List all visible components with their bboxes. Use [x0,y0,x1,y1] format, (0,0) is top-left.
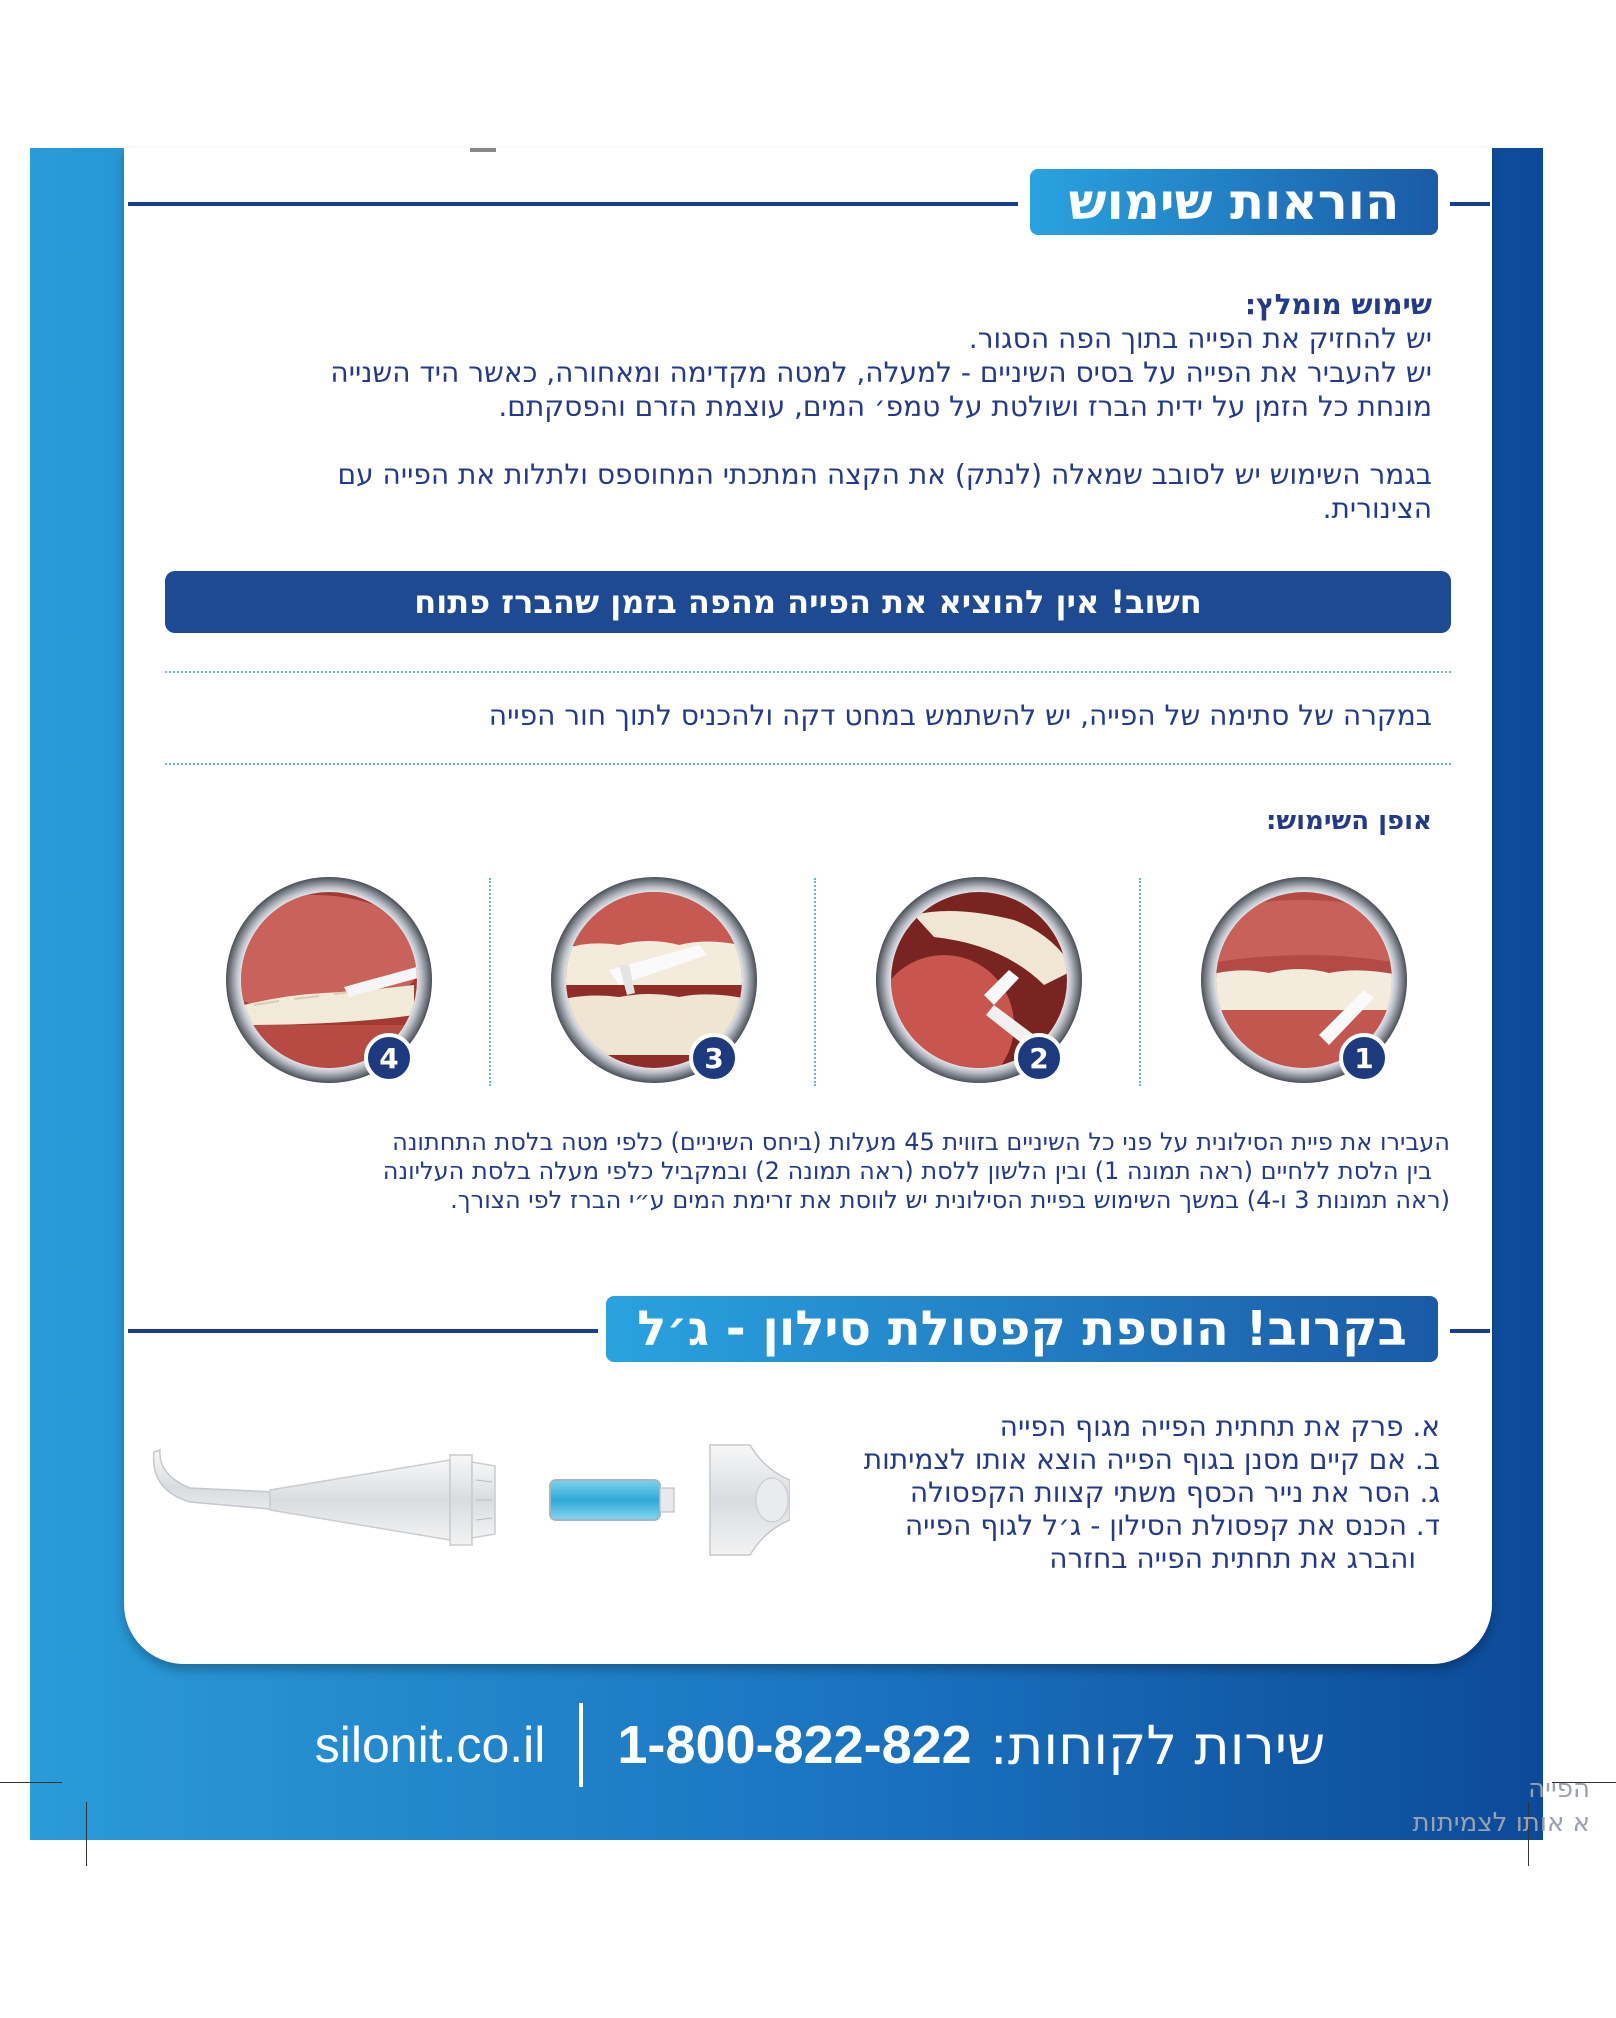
step-badge: 2 [1014,1033,1064,1083]
section1-line-right [1450,202,1490,206]
divider-bottom [165,763,1451,765]
section2-title: בקרוב! הוספת קפסולת סילון - ג׳ל [606,1296,1438,1362]
footer-divider [579,1703,583,1787]
section2-line-right [1450,1329,1490,1333]
important-banner: חשוב! אין להוציא את הפייה מהפה בזמן שהברז פתוח [165,571,1451,633]
divider-top [165,671,1451,673]
step-2-illustration [874,875,1084,1085]
capsule-instructions [760,1410,1440,1575]
step-separator [814,878,816,1086]
recommended-section [200,288,1432,526]
crop-mark [0,1782,62,1783]
spacer [200,424,1432,458]
nozzle-parts-illustration [150,1430,790,1560]
crop-mark [86,1802,87,1866]
capsule-step-d: ד. הכנס את קפסולת הסילון - ג׳ל לגוף הפייה [904,1509,1440,1542]
step-separator [489,878,491,1086]
usage-heading: אופן השימוש: [1265,806,1432,836]
recommended-line-2: יש להעביר את הפייה על בסיס השיניים - למעלה, למטה מקדימה ומאחורה, כאשר היד השנייה [330,356,1432,389]
phone-number[interactable]: 1-800-822-822 [617,1715,972,1775]
section1-line-left [128,202,1018,206]
capsule-step-e: והברג את תחתית הפייה בחזרה [1049,1542,1416,1575]
blockage-note: במקרה של סתימה של הפייה, יש להשתמש במחט דקה ולהכניס לתוך חור הפייה [488,699,1432,732]
recommended-line-4: בגמר השימוש יש לסובב שמאלה (לנתק) את הקצה המתכתי המחוספס ולתלות את הפייה עם [337,458,1432,491]
usage-description: העבירו את פיית הסילונית על פני כל השיניים בזווית 45 מעלות (ביחס השיניים) כלפי מטה בלסת התחתונה בין הלסת ללחיים (ראה תמונה 1) ובין הלשון ללסת (ראה תמונה 2) ובמקביל כלפי מעלה בלסת העליונה (ראה תמונות 3 ו-4) במשך השימוש בפיית הסילונית יש לווסת את זרימת המים ע״י הברז לפי הצורך. [382,1128,1450,1214]
recommended-line-3: מונחת כל הזמן על ידית הברז ושולטת על טמפ׳ המים, עוצמת הזרם והפסקתם. [498,390,1432,423]
website-link[interactable]: silonit.co.il [314,1717,546,1773]
top-marker [470,148,496,152]
step-1-illustration [1199,875,1409,1085]
recommended-line-5: הצינורית. [1322,492,1432,525]
customer-service-label: שירות לקוחות: [989,1713,1326,1777]
section2-line-left [128,1329,598,1333]
capsule-step-a: א. פרק את תחתית הפייה מגוף הפייה [999,1410,1440,1443]
step-badge: 3 [689,1033,739,1083]
step-separator [1139,878,1141,1086]
capsule-step-c: ג. הסר את נייר הכסף משתי קצוות הקפסולה [909,1476,1440,1509]
capsule-step-b: ב. אם קיים מסנן בגוף הפייה הוצא אותו לצמיתות [863,1443,1440,1476]
recommended-line-1: יש להחזיק את הפייה בתוך הפה הסגור. [968,322,1432,355]
step-badge: 4 [364,1033,414,1083]
footer [120,1680,1520,1810]
step-badge: 1 [1339,1033,1389,1083]
section1-title: הוראות שימוש [1030,169,1438,235]
step-4-illustration [224,875,434,1085]
step-3-illustration [549,875,759,1085]
recommended-heading: שימוש מומלץ: [1244,288,1432,321]
bleed-text: הפייה א אותו לצמיתות [1412,1774,1590,1838]
